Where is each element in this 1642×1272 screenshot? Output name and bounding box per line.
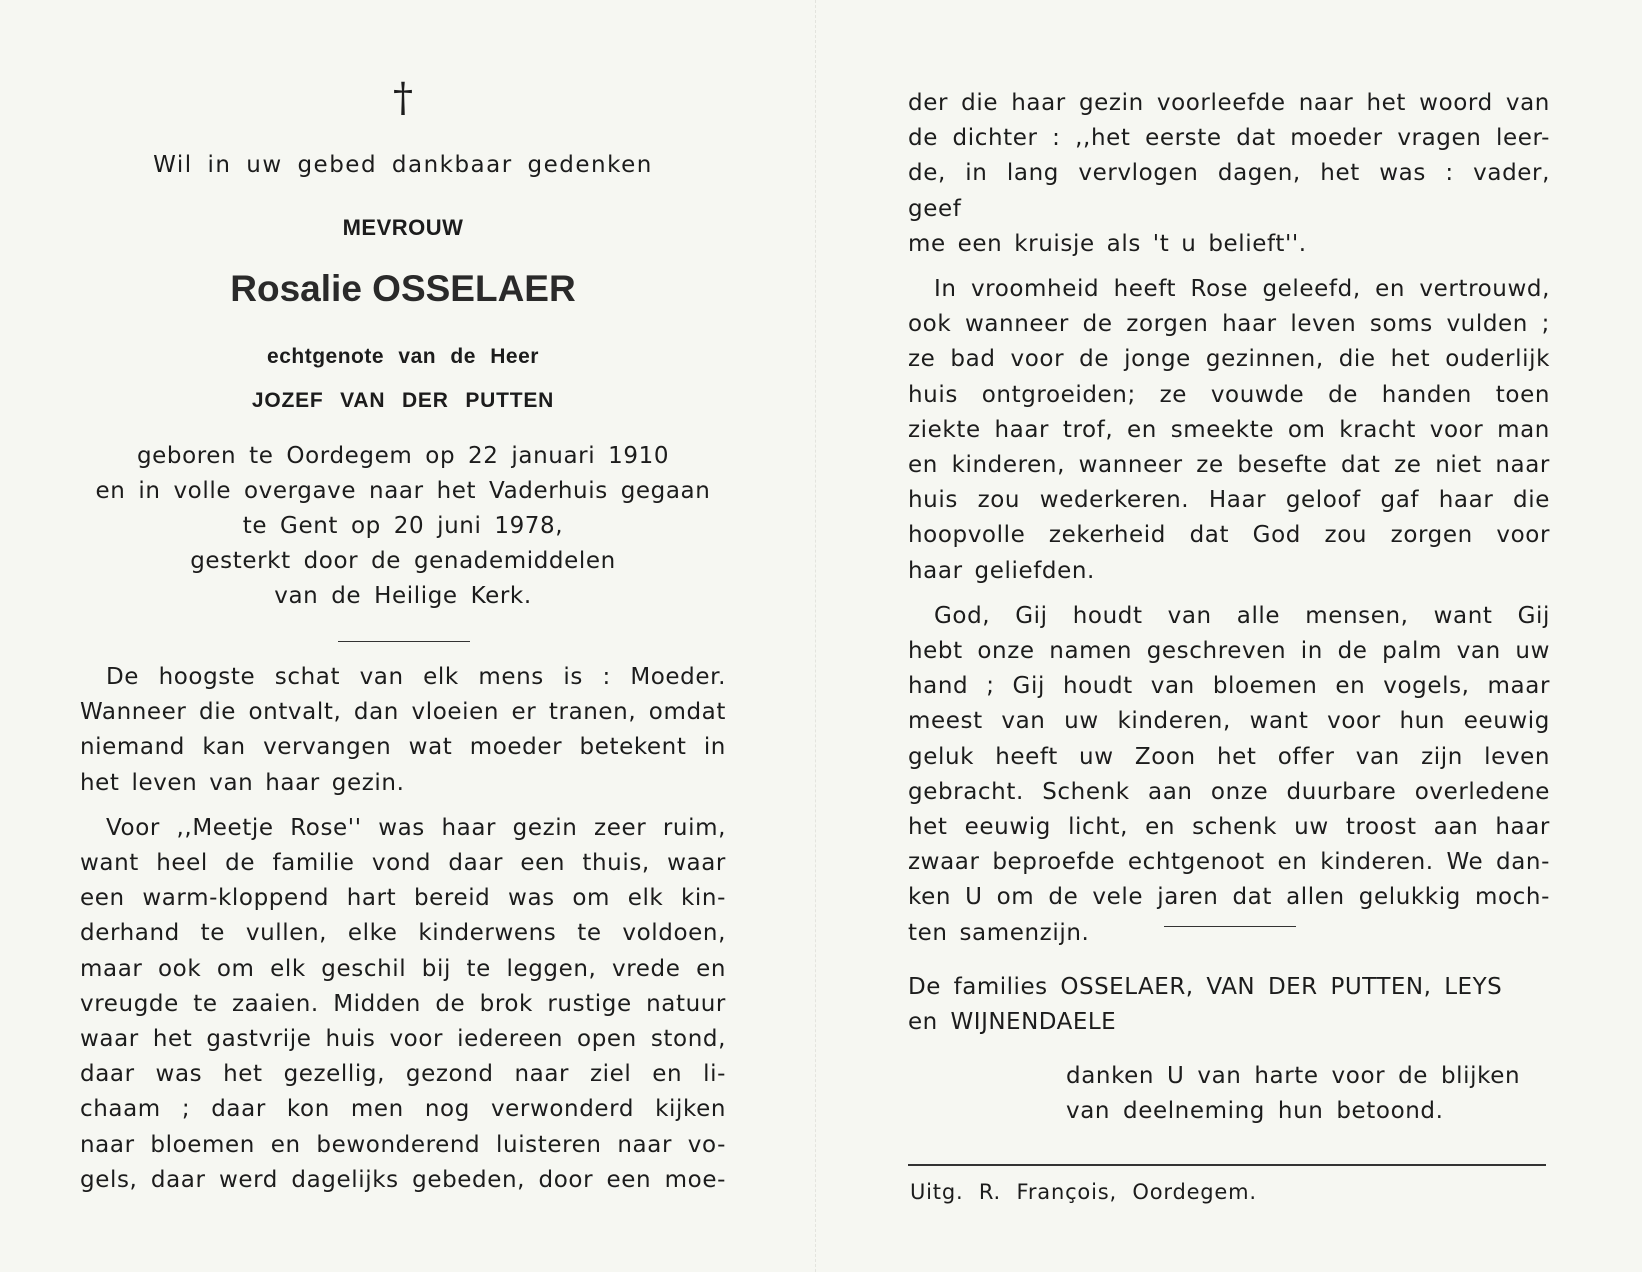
text-line: geluk heeft uw Zoon het offer van zijn leven: [908, 743, 1550, 770]
cross-icon: †: [393, 75, 413, 121]
text-line: God, Gij houdt van alle mensen, want Gij: [934, 602, 1550, 629]
text-line: gels, daar werd dagelijks gebeden, door een moe-: [80, 1166, 726, 1193]
thanks-line: danken U van harte voor de blijken: [1066, 1063, 1521, 1089]
paragraph: [80, 660, 726, 801]
text-line: waar het gastvrije huis voor iedereen open stond,: [80, 1026, 726, 1053]
text-line: niemand kan vervangen wat moeder betekent in: [80, 734, 726, 761]
card-fold-line: [815, 0, 816, 1272]
life-date-line: van de Heilige Kerk.: [274, 583, 532, 609]
text-line: meest van uw kinderen, want voor hun eeuwig: [908, 708, 1550, 735]
text-line: huis ontgroeiden; ze vouwde de handen toen: [908, 381, 1550, 408]
divider: [1164, 926, 1296, 927]
text-line: het leven van haar gezin.: [80, 769, 405, 796]
text-line: de, in lang vervlogen dagen, het was : vader, geef: [908, 160, 1550, 222]
text-line: In vroomheid heeft Rose geleefd, en vertrouwd,: [934, 276, 1550, 303]
paragraph: [908, 272, 1550, 589]
text-line: Voor ,,Meetje Rose'' was haar gezin zeer ruim,: [106, 814, 726, 841]
thanks-line: van deelneming hun betoond.: [1066, 1098, 1444, 1124]
text-line: want heel de familie vond daar een thuis, waar: [80, 850, 726, 877]
publisher: Uitg. R. François, Oordegem.: [910, 1180, 1257, 1204]
right-body-text: [908, 86, 1550, 961]
paragraph: [80, 811, 726, 1198]
spouse-name: JOZEF VAN DER PUTTEN: [251, 389, 555, 412]
text-line: zwaar beproefde echtgenoot en kinderen. We dan-: [908, 849, 1550, 876]
text-line: hebt onze namen geschreven in de palm van uw: [908, 638, 1550, 665]
text-line: maar ook om elk geschil bij te leggen, vrede en: [80, 955, 726, 982]
text-line: hand ; Gij houdt van bloemen en vogels, maar: [908, 673, 1550, 700]
paragraph: [908, 599, 1550, 951]
text-line: chaam ; daar kon men nog verwonderd kijken: [80, 1096, 726, 1123]
text-line: daar was het gezellig, gezond naar ziel en li-: [80, 1061, 726, 1088]
text-line: gebracht. Schenk aan onze duurbare overledene: [908, 778, 1550, 805]
text-line: ken U om de vele jaren dat allen gelukkig moch-: [908, 884, 1550, 911]
paragraph: [908, 86, 1550, 262]
text-line: en kinderen, wanneer ze besefte dat ze niet naar: [908, 452, 1550, 479]
text-line: ook wanneer de zorgen haar leven soms vulden ;: [908, 311, 1550, 338]
text-line: het eeuwig licht, en schenk uw troost aan haar: [908, 814, 1550, 841]
text-line: naar bloemen en bewonderend luisteren naar vo-: [80, 1131, 726, 1158]
text-line: ze bad voor de jonge gezinnen, die het ouderlijk: [908, 346, 1550, 373]
divider: [338, 641, 470, 642]
left-body-text: [80, 660, 726, 1208]
text-line: hoopvolle zekerheid dat God zou zorgen voor: [908, 522, 1550, 549]
text-line: haar geliefden.: [908, 557, 1095, 584]
text-line: Wanneer die ontvalt, dan vloeien er tranen, omdat: [80, 699, 726, 726]
spouse-intro: echtgenote van de Heer: [267, 345, 539, 368]
text-line: De hoogste schat van elk mens is : Moeder.: [106, 664, 726, 690]
thanks-text: [1066, 1059, 1550, 1129]
families: [908, 970, 1550, 1040]
publisher-divider: [908, 1164, 1546, 1166]
text-line: de dichter : ,,het eerste dat moeder vragen leer-: [908, 125, 1550, 152]
deceased-name: Rosalie OSSELAER: [230, 268, 576, 309]
life-dates: [80, 439, 726, 614]
title-mevrouw: MEVROUW: [342, 215, 464, 240]
text-line: der die haar gezin voorleefde naar het woord van: [908, 90, 1550, 116]
invocation: Wil in uw gebed dankbaar gedenken: [153, 152, 653, 178]
text-line: huis zou wederkeren. Haar geloof gaf haar die: [908, 487, 1550, 514]
life-date-line: geboren te Oordegem op 22 januari 1910: [136, 443, 670, 469]
life-date-line: te Gent op 20 juni 1978,: [242, 513, 564, 539]
families-line: De families OSSELAER, VAN DER PUTTEN, LEYS: [908, 974, 1503, 1000]
life-date-line: en in volle overgave naar het Vaderhuis gegaan: [95, 478, 711, 504]
text-line: ten samenzijn.: [908, 919, 1090, 946]
text-line: me een kruisje als 't u belieft''.: [908, 230, 1307, 257]
text-line: derhand te vullen, elke kinderwens te voldoen,: [80, 920, 726, 947]
text-line: een warm-kloppend hart bereid was om elk kin-: [80, 885, 726, 912]
text-line: ziekte haar trof, en smeekte om kracht voor man: [908, 416, 1550, 443]
life-date-line: gesterkt door de genademiddelen: [190, 548, 616, 574]
text-line: vreugde te zaaien. Midden de brok rustige natuur: [80, 990, 726, 1017]
families-line: en WIJNENDAELE: [908, 1009, 1117, 1035]
